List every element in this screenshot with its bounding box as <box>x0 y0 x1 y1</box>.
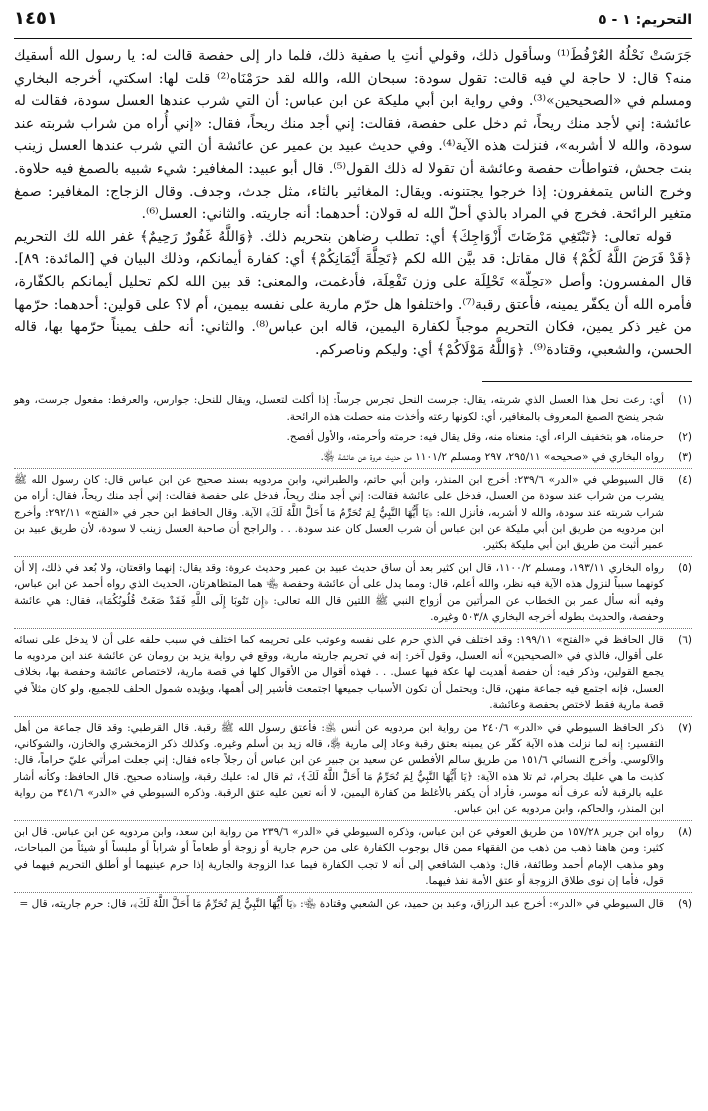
footnote-text: حرمناه، هو بتخفيف الراء، أي: منعناه منه، وقل يقال فيه: حرمته وأحرمته، والأول أفصح. <box>286 430 664 443</box>
footnote <box>14 390 692 426</box>
main-text <box>14 45 692 361</box>
footnote <box>14 718 692 821</box>
footnote-text: قال السيوطي في «الدر»: أخرج عبد الرزاق، وعبد بن حميد، عن الشعبي وقتادة ﵄: ﴿يَا أَيُّهَا النَّبِيُّ لِمَ تُحَرِّمُ مَا أَحَلَّ اللَّهُ لَكَ﴾، قال: حرم جاريته، قال = <box>19 898 664 910</box>
footnote-text: قال السيوطي في «الدر» ٢٣٩/٦: أخرج ابن المنذر، وابن أبي حاتم، والطبراني، وابن مردويه بسند صحيح عن ابن عباس قال: كان رسول الله ﷺ يشرب من شراب عند سودة من العسل، فدخل على عائشة فقالت: إني أجد منك ريحاً، فدخل على حفصة فقالت: إني أجد منك ريحاً، فقال: أراه من شراب شربته عند سودة، والله لا أشربه، فأنزل الله: ﴿يَا أَيُّهَا النَّبِيُّ لِمَ تُحَرِّمُ مَا أَحَلَّ اللَّهُ لَكَ﴾ الآية. وقال الحافظ ابن حجر في «الفتح» ٢٩٢/١١: وأخرج ابن مردويه من طريق ابن أبي مليكة عن ابن عباس أن شرب العسل كان عند سودة. . . والراجح أن صاحبة العسل زينب لا سودة، لأن طريق عبيد بن عمير أثبت من طريق ابن أبي مليكة بكثير. <box>14 474 664 551</box>
footnote-number: (٧) <box>678 721 692 734</box>
footnote-number: (٥) <box>678 562 692 575</box>
footnotes <box>14 390 692 914</box>
footnote <box>14 822 692 893</box>
footnote-text: قال الحافظ في «الفتح» ١٩٩/١١: وقد اختلف في الذي حرم على نفسه وعوتب على تحريمه كما اختلف في سبب حلفه على أن لا يدخل على نسائه على أقوال، فالذي في «الصحيحين» أنه العسل، وقول آخر: إنه في تحريم جاريته مارية، ووقع في رواية يزيد بن رومان عن عائشة عند ابن مردويه ما يجمع القولين، وذكر فيه: أن حفصة أهديت لها عكة فيها عسل. . . فهذه أقوال من الأقوال كلها في قصة مارية، لاختصاص عائشة وحفصة بها، بخلاف العسل، فإنه اجتمع فيه جماعة منهن، قال: ويحتمل أن تكون الأسباب جميعها اجتمعت فأشير إلى أهمها، ويؤيده شمول الحلف للجميع، ولو كان مثلاً في قصة مارية فقط لاختص بحفصة وعائشة. <box>14 633 664 711</box>
footnote <box>14 447 692 469</box>
footnote-text: رواه ابن جرير ١٥٧/٢٨ من طريق العوفي عن ابن عباس، وذكره السيوطي في «الدر» ٢٣٩/٦ من رواية ابن سعد، وابن مردويه عن ابن عباس. قال ابن كثير: ومن هاهنا ذهب من ذهب من الفقهاء ممن قال بوجوب الكفارة على من حرم جارية أو زوجة أو طعاماً أو شراباً أو ملبساً أو شيئاً من المباحات، وهو مذهب الإمام أحمد وطائفة، قال: وذهب الشافعي إلى أنه لا تجب الكفارة فيما عدا الزوجة والجارية إذا حرم عينيهما أو أطلق التحريم فيهما في قول، فأما إن نوى طلاق الزوجة أو عتق الأمة نفذ فيهما. <box>14 826 664 887</box>
footnote-number: (٦) <box>678 633 692 646</box>
footnote-number: (٢) <box>678 430 692 443</box>
footnote-text: رواه البخاري في «صحيحه» ٢٩٥/١١، ٢٩٧ ومسلم ١١٠١/٢ من حديث عروة عن عائشة ﵂. <box>320 450 664 463</box>
footnote-number: (١) <box>678 394 692 407</box>
footnote <box>14 894 692 914</box>
footnote <box>14 558 692 629</box>
page-header <box>14 8 692 39</box>
footnote-number: (٤) <box>678 474 692 487</box>
footnote-text: أي: رعت نحل هذا العسل الذي شربته، يقال: جرست النحل تجرس جرساً: إذا أكلت لتعسل، ويقال للنحل: جوارس، والعرفط: مفعول جرست، وهو شجر ينضح الصمغ المعروف بالمغافير، أي: لكونها رعته وأخذت منه حصلت هذه الرائحة. <box>14 394 664 423</box>
body-paragraph: جَرَسَتْ نَحْلُهُ العُرْفُطَ⁽¹⁾ وسأقول ذلك، وقولي أنتِ يا صفية ذلك، فلما دار إلى حفصة قالت له: يا رسول الله أسقيك منه؟ قال: لا حاجة لي فيه قالت: تقول سودة: سبحان الله، والله لقد حرَمْنَاه⁽²⁾ قلت لها: اسكتي، أخرجه البخاري ومسلم في «الصحيحين»⁽³⁾. وفي رواية ابن أبي مليكة عن ابن عباس: أن التي شرب عندها العسل سودة، فقالت له عائشة: إني لأجد منك ريحاً، ثم دخل على حفصة، فقالت: إني أجد منك ريحاً، فقال: «إني أُراه من شراب شربته عند سودة، والله لا أشربه»، فنزلت هذه الآية⁽⁴⁾. وفي حديث عبيد بن عمير عن عائشة أن التي شرب عندها العسل زينب بنت جحش، فتواطأت حفصة وعائشة أن تقولا له ذلك القول⁽⁵⁾. قال أبو عبيد: المغافير: شيء شبيه بالصمغ فيه حلاوة. وخرج الناس يتمغفرون: إذا خرجوا يجتنونه. ويقال: المغاثير بالثاء، مثل جدث، وجدف. وقال الزجاج: المغافير: صمغ متغير الرائحة. فخرج في المراد بالذي أحلّ الله له قولان: أحدهما: أنه جاريته. والثاني: العسل⁽⁶⁾. <box>14 48 692 223</box>
body-paragraph: قوله تعالى: ﴿تَبْتَغِي مَرْضَاتَ أَزْوَاجِكَ﴾ أي: تطلب رضاهن بتحريم ذلك. ﴿وَاللَّهُ غَفُورٌ رَحِيمٌ﴾ غفر الله لك التحريم ﴿قَدْ فَرَضَ اللَّهُ لَكُمْ﴾ قال مقاتل: قد بيَّن الله لكم ﴿تَحِلَّةَ أَيْمَانِكُمْ﴾ أي: كفارة أيمانكم، وذلك البيان في [المائدة: ٨٩]. قال المفسرون: وأصل «تحِلّة» تَحْلِلَة على وزن تَفْعِلَة، فأدغمت، والمعنى: قد بين الله لكم تحليل أيمانكم بالكفّارة، فأمره الله أن يكفّر يمينه، فأعتق رقبة⁽⁷⁾. واختلفوا هل حرّم مارية على نفسه بيمين، أم لا؟ على قولين: أحدهما: حرّمها من غير ذكر يمين، فكان التحريم موجباً لكفارة اليمين، قاله ابن عباس⁽⁸⁾. والثاني: أنه حلف يميناً حرّمها بها، قاله الحسن، والشعبي، وقتادة⁽⁹⁾. ﴿وَاللَّهُ مَوْلَاكُمْ﴾ أي: وليكم وناصركم. <box>14 228 692 358</box>
footnote-number: (٣) <box>678 450 692 463</box>
footnote-separator <box>482 381 692 382</box>
footnote-text: ذكر الحافظ السيوطي في «الدر» ٢٤٠/٦ من رواية ابن مردويه عن أنس ﵁: فأعتق رسول الله ﷺ رقبة. قال القرطبي: وقد قال جماعة من أهل التفسير: إنه لما نزلت هذه الآية كفّر عن يمينه بعتق رقبة وعاد إلى مارية ﵂، قاله زيد بن أسلم وغيره. وكذلك ذكر الزمخشري والخازن، والشوكاني، والآلوسي. وأخرج النسائي ١٥١/٦ من طريق سالم الأفطس عن سعيد بن جبير عن ابن عباس أن رجلاً جاءه فقال: إني جعلت امرأتي عليّ حراماً، قال: كذبت ما هي عليك بحرام، ثم تلا هذه الآية: ﴿يَا أَيُّهَا النَّبِيُّ لِمَ تُحَرِّمُ مَا أَحَلَّ اللَّهُ لَكَ﴾، ثم قال له: عليك رقبة، وإسناده صحيح. قال الحافظ: وكأنه أشار عليه بالرقبة لأنه عرف أنه موسر، فأراد أن يكفر بالأغلظ من كفارة اليمين، لا أنه تعين عليه عتق الرقبة. وذكره السيوطي في «الدر» ٣٤١/٦ من رواية ابن المنذر، والحاكم، وابن مردويه عن ابن عباس. <box>14 721 664 815</box>
footnote-text: رواه البخاري ١٩٣/١١، ومسلم ١١٠٠/٢، قال ابن كثير بعد أن ساق حديث عبيد بن عمير وحديث عروة: وقد يقال: إنهما واقعتان، ولا بُعد في ذلك، إلا أن كونهما سبباً لنزول هذه الآية فيه نظر، والله أعلم، قال: ومما يدل على أن عائشة وحفصة ﵄ هما المتظاهرتان، الحديث الذي رواه أحمد عن ابن عباس، وفيه أنه سأل عمر بن الخطاب عن المرأتين من أزواج النبي ﷺ اللتين قال الله تعالى: ﴿إِن تَتُوبَا إِلَى اللَّهِ فَقَدْ صَغَتْ قُلُوبُكُمَا﴾، فقال: هي عائشة وحفصة، والحديث بطوله أخرجه البخاري ٥٠٣/٨ وغيره. <box>14 562 664 623</box>
chapter-label: التحريم: ١ - ٥ <box>598 12 692 28</box>
footnote <box>14 427 692 447</box>
footnote <box>14 470 692 557</box>
footnote-number: (٩) <box>678 898 692 910</box>
page-number: ١٤٥١ <box>14 8 58 29</box>
footnote <box>14 630 692 717</box>
footnote-number: (٨) <box>678 826 692 839</box>
